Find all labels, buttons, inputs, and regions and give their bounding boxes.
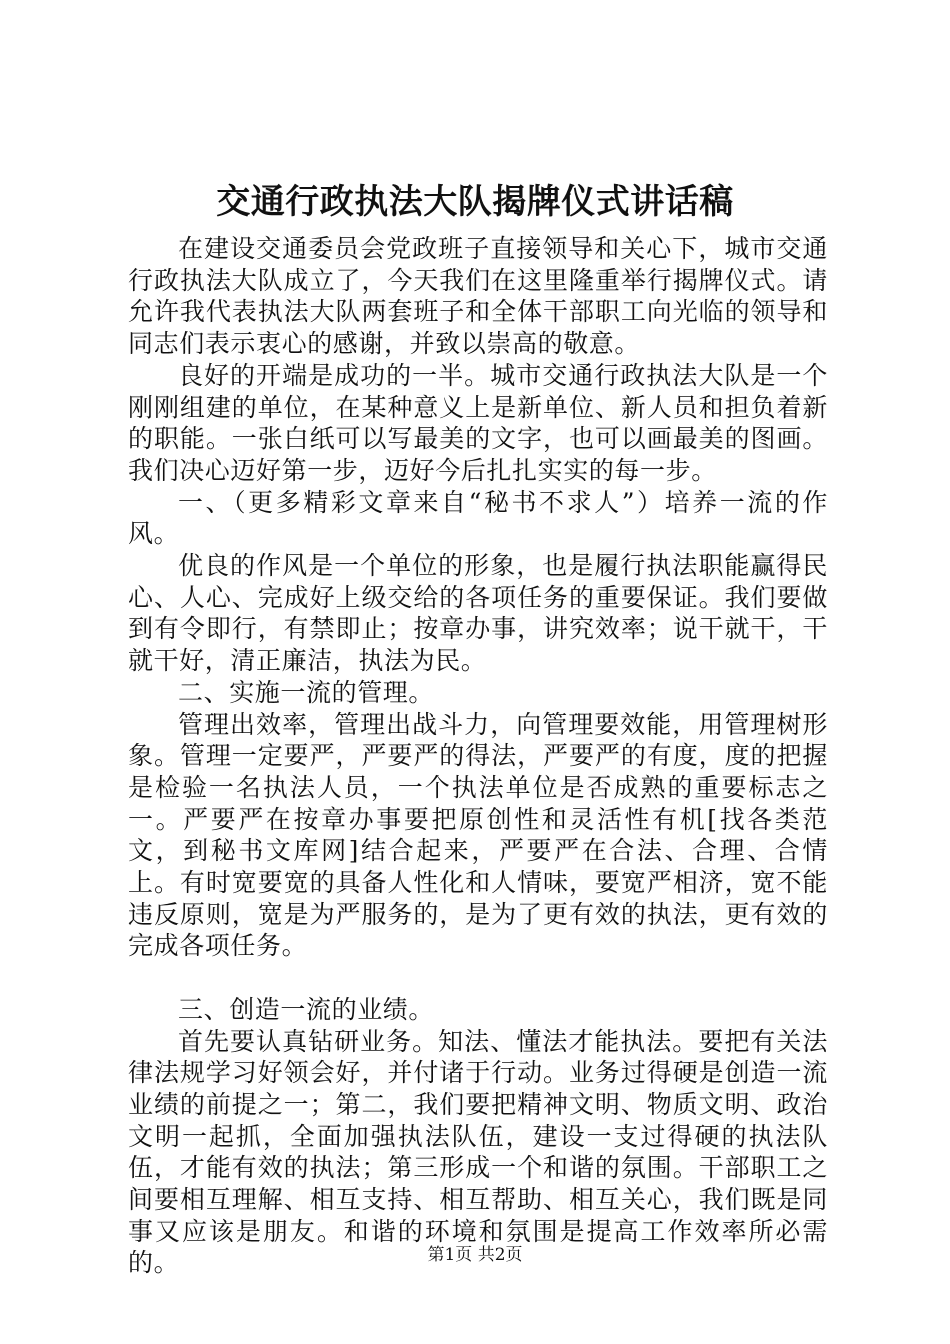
document-title: 交通行政执法大队揭牌仪式讲话稿	[216, 182, 734, 222]
section-heading-management: 二、实施一流的管理。	[178, 677, 435, 707]
blank-line	[128, 962, 828, 994]
paragraph-management: 管理出效率，管理出战斗力，向管理要效能，用管理树形象。管理一定要严，严要严的得法，严要严的有度，度的把握是检验一名执法人员，一个执法单位是否成熟的重要标志之一。严要严在按章办事要把原创性和灵活性有机[找各类范文，到秘书文库网]结合起来，严要严在合法、合理、合情上。有时宽要宽的具备人性化和人情味，要宽严相济，宽不能违反原则，宽是为严服务的，是为了更有效的执法，更有效的完成各项任务。	[128, 709, 828, 961]
paragraph-opening: 在建设交通委员会党政班子直接领导和关心下，城市交通行政执法大队成立了，今天我们在这里隆重举行揭牌仪式。请允许我代表执法大队两套班子和全体干部职工向光临的领导和同志们表示衷心的感谢，并致以崇高的敬意。	[128, 234, 828, 359]
paragraph-good-start: 良好的开端是成功的一半。城市交通行政执法大队是一个刚刚组建的单位，在某种意义上是新单位、新人员和担负着新的职能。一张白纸可以写最美的文字，也可以画最美的图画。我们决心迈好第一步，迈好今后扎扎实实的每一步。	[128, 360, 828, 485]
section-heading-style: 一、（更多精彩文章来自“秘书不求人”）培养一流的作风。	[128, 487, 828, 549]
paragraph-style: 优良的作风是一个单位的形象，也是履行执法职能赢得民心、人心、完成好上级交给的各项任务的重要保证。我们要做到有令即行，有禁即止；按章办事，讲究效率；说干就干，干就干好，清正廉洁，执法为民。	[128, 551, 828, 676]
document-body	[128, 233, 828, 1279]
paragraph-performance: 首先要认真钻研业务。知法、懂法才能执法。要把有关法律法规学习好领会好，并付诸于行动。业务过得硬是创造一流业绩的前提之一；第二，我们要把精神文明、物质文明、政治文明一起抓，全面加强执法队伍，建设一支过得硬的执法队伍，才能有效的执法；第三形成一个和谐的氛围。干部职工之间要相互理解、相互支持、相互帮助、相互关心，我们既是同事又应该是朋友。和谐的环境和氛围是提高工作效率所必需的。	[128, 1026, 828, 1278]
page-number: 第1页 共2页	[427, 1245, 523, 1265]
section-heading-performance: 三、创造一流的业绩。	[178, 994, 435, 1024]
